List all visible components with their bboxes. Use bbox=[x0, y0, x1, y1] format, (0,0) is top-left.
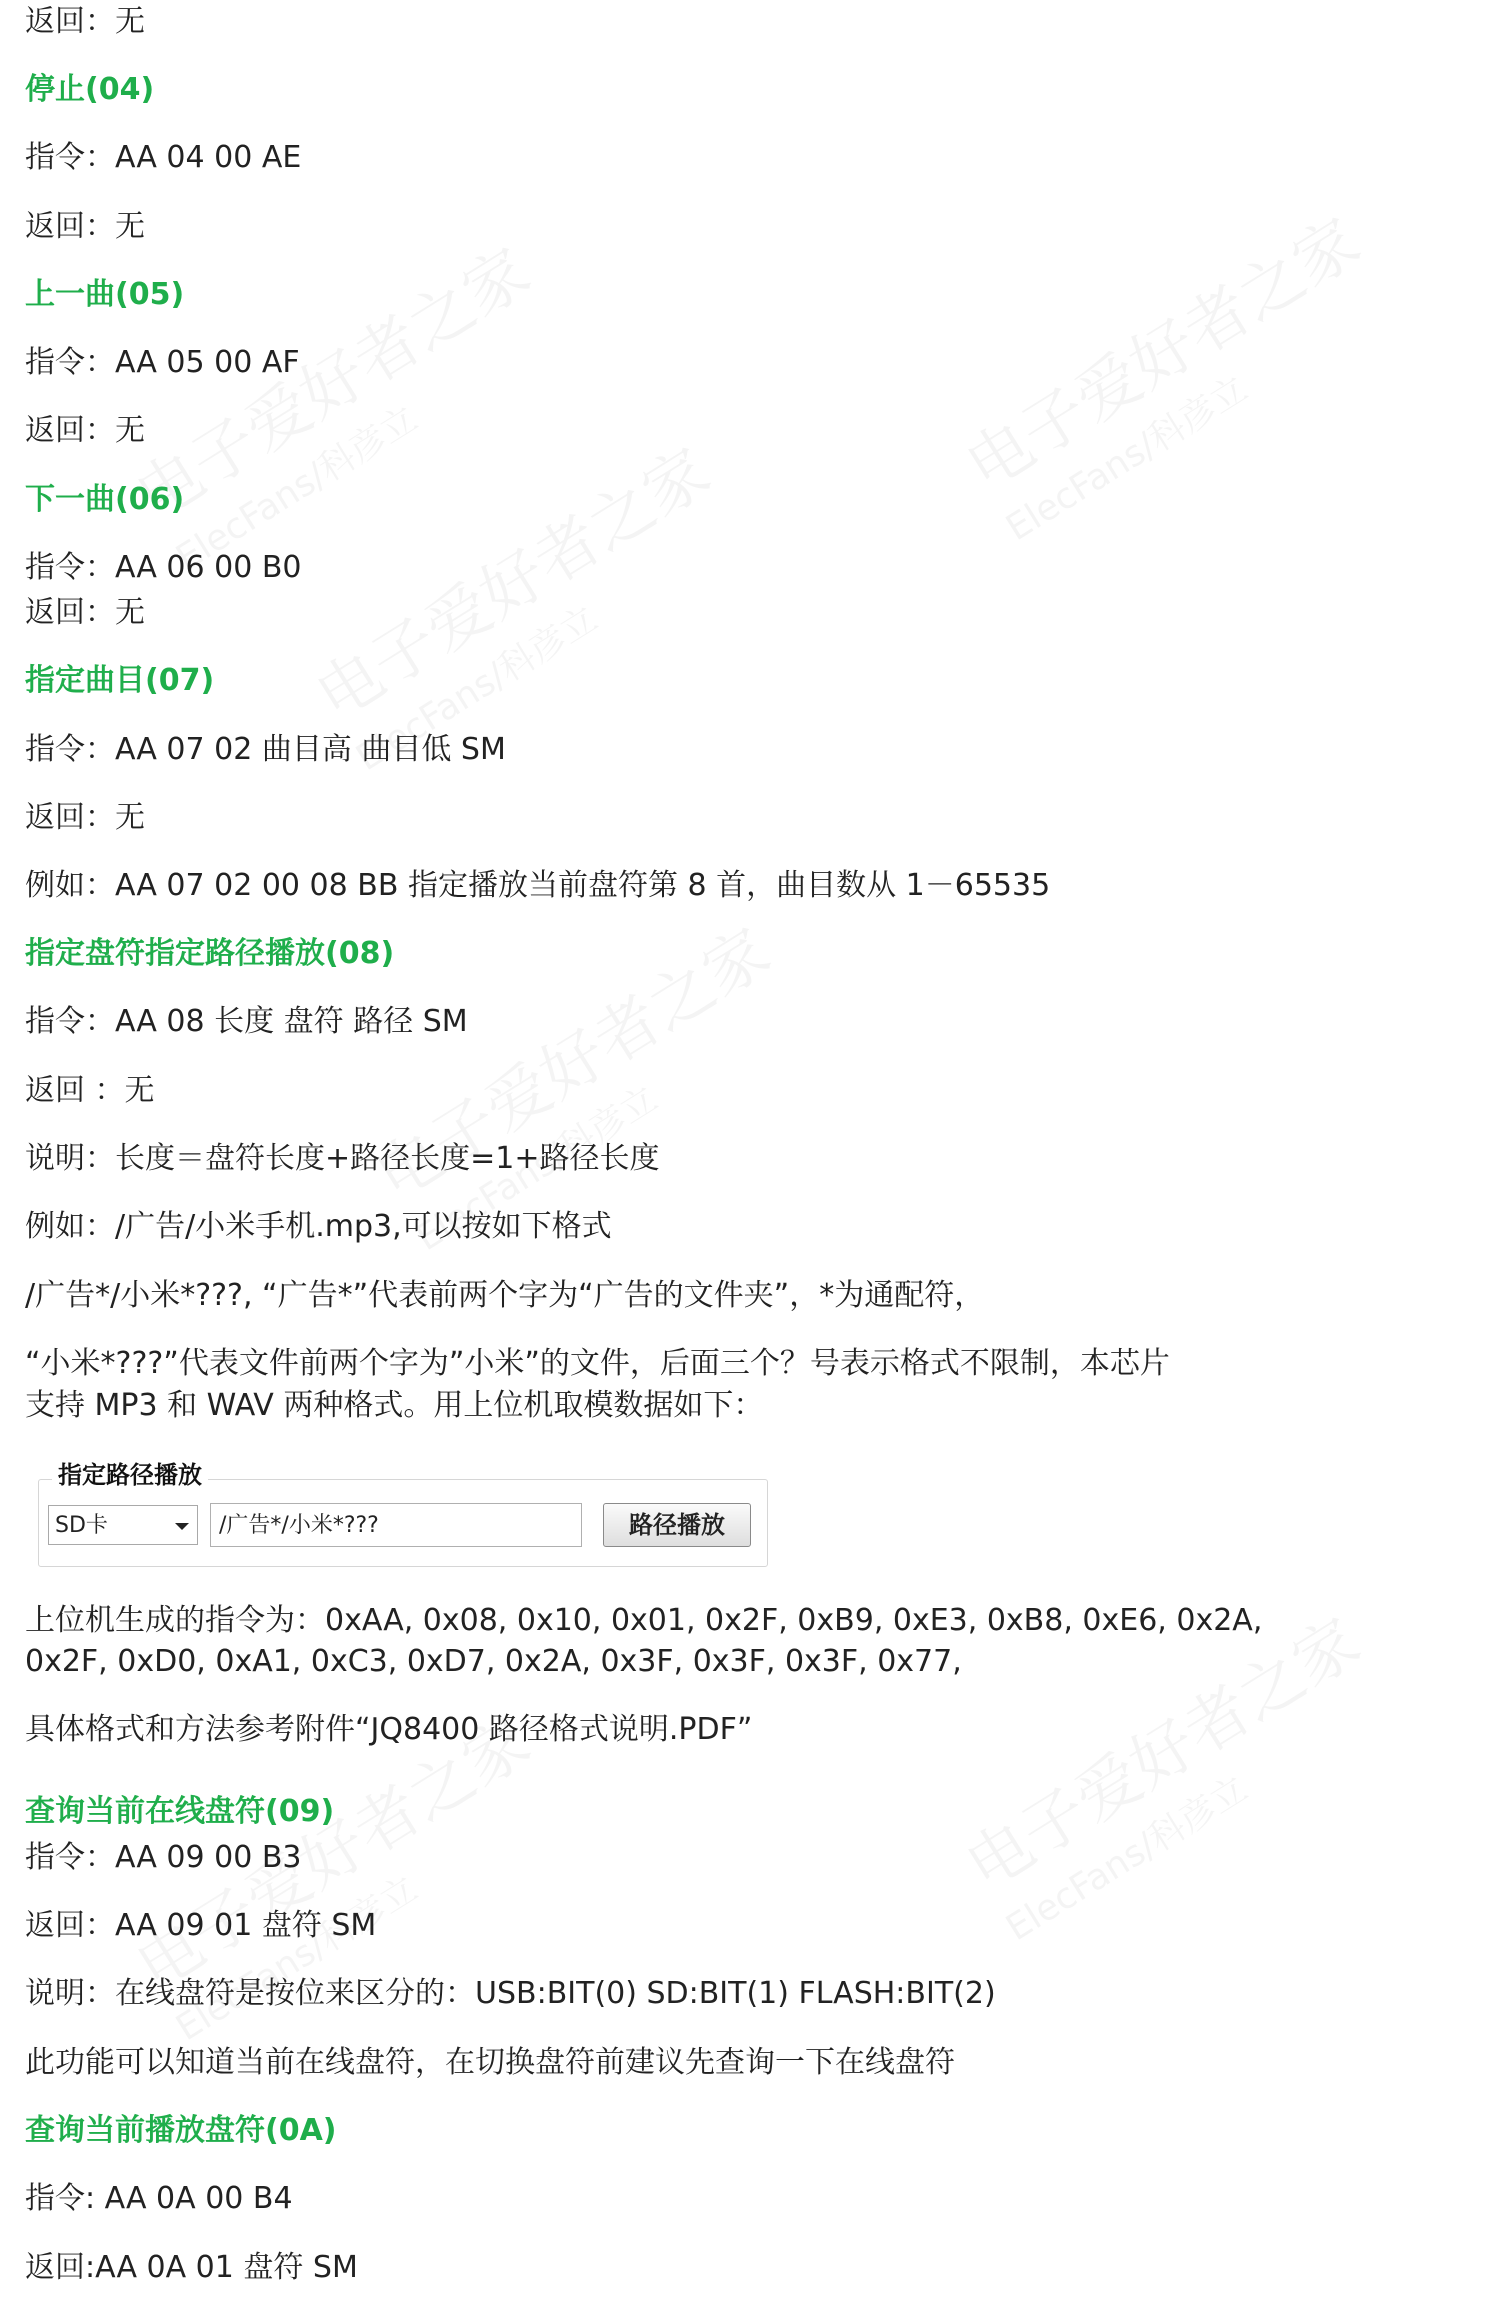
description-line: 说明：长度＝盘符长度+路径长度=1+路径长度 bbox=[25, 1141, 660, 1176]
generated-command-line: 0x2F, 0xD0, 0xA1, 0xC3, 0xD7, 0x2A, 0x3F, 0x3F, 0x3F, 0x77, bbox=[25, 1644, 962, 1679]
panel-title: 指定路径播放 bbox=[52, 1457, 208, 1493]
path-input[interactable]: /广告*/小米*??? bbox=[210, 1503, 582, 1547]
return-line: 返回：无 bbox=[25, 413, 145, 448]
example-line: 例如：/广告/小米手机.mp3,可以按如下格式 bbox=[25, 1209, 612, 1244]
section-heading-stop: 停止(04) bbox=[25, 72, 155, 107]
path-play-button[interactable]: 路径播放 bbox=[603, 1503, 751, 1547]
return-line: 返回：无 bbox=[25, 209, 145, 244]
example-line: 例如：AA 07 02 00 08 BB 指定播放当前盘符第 8 首，曲目数从 1－65535 bbox=[25, 868, 1051, 903]
watermark bbox=[946, 192, 1402, 551]
command-line: 指令：AA 07 02 曲目高 曲目低 SM bbox=[25, 732, 506, 767]
return-line: 返回：无 bbox=[25, 595, 145, 630]
command-line: 指令：AA 04 00 AE bbox=[25, 140, 302, 175]
return-line: 返回:AA 0A 01 盘符 SM bbox=[25, 2250, 358, 2285]
path-play-panel bbox=[38, 1457, 768, 1567]
return-line: 返回：AA 09 01 盘符 SM bbox=[25, 1908, 377, 1943]
generated-command-line: 上位机生成的指令为：0xAA, 0x08, 0x10, 0x01, 0x2F, 0xB9, 0xE3, 0xB8, 0xE6, 0x2A, bbox=[25, 1603, 1263, 1638]
reference-line: 具体格式和方法参考附件“JQ8400 路径格式说明.PDF” bbox=[25, 1712, 753, 1747]
watermark bbox=[946, 1592, 1402, 1951]
command-line: 指令：AA 08 长度 盘符 路径 SM bbox=[25, 1004, 468, 1039]
section-heading-next: 下一曲(06) bbox=[25, 482, 185, 517]
watermark bbox=[116, 222, 572, 581]
section-heading-previous: 上一曲(05) bbox=[25, 277, 185, 312]
command-line: 指令：AA 09 00 B3 bbox=[25, 1840, 302, 1875]
description-line: /广告*/小米*???, “广告*”代表前两个字为“广告的文件夹”，*为通配符， bbox=[25, 1278, 985, 1313]
watermark bbox=[296, 422, 752, 781]
section-heading-query-online-drive: 查询当前在线盘符(09) bbox=[25, 1794, 335, 1829]
command-line: 指令: AA 0A 00 B4 bbox=[25, 2181, 293, 2216]
drive-select[interactable] bbox=[48, 1505, 198, 1545]
description-line: 此功能可以知道当前在线盘符，在切换盘符前建议先查询一下在线盘符 bbox=[25, 2045, 955, 2080]
section-heading-query-playing-drive: 查询当前播放盘符(0A) bbox=[25, 2113, 337, 2148]
return-line: 返回：无 bbox=[25, 4, 145, 39]
command-line: 指令：AA 06 00 B0 bbox=[25, 550, 302, 585]
description-line: “小米*???”代表文件前两个字为”小米”的文件，后面三个？号表示格式不限制，本芯片 bbox=[25, 1346, 1170, 1381]
drive-select-value: SD卡 bbox=[55, 1513, 108, 1538]
command-line: 指令：AA 05 00 AF bbox=[25, 345, 300, 380]
section-heading-path-play: 指定盘符指定路径播放(08) bbox=[25, 936, 395, 971]
description-line: 支持 MP3 和 WAV 两种格式。用上位机取模数据如下： bbox=[25, 1388, 764, 1423]
return-line: 返回：无 bbox=[25, 800, 145, 835]
chevron-down-icon bbox=[175, 1523, 189, 1530]
return-line: 返回 ：无 bbox=[25, 1073, 155, 1108]
section-heading-select-track: 指定曲目(07) bbox=[25, 663, 215, 698]
description-line: 说明：在线盘符是按位来区分的：USB:BIT(0) SD:BIT(1) FLASH:BIT(2) bbox=[25, 1976, 996, 2011]
